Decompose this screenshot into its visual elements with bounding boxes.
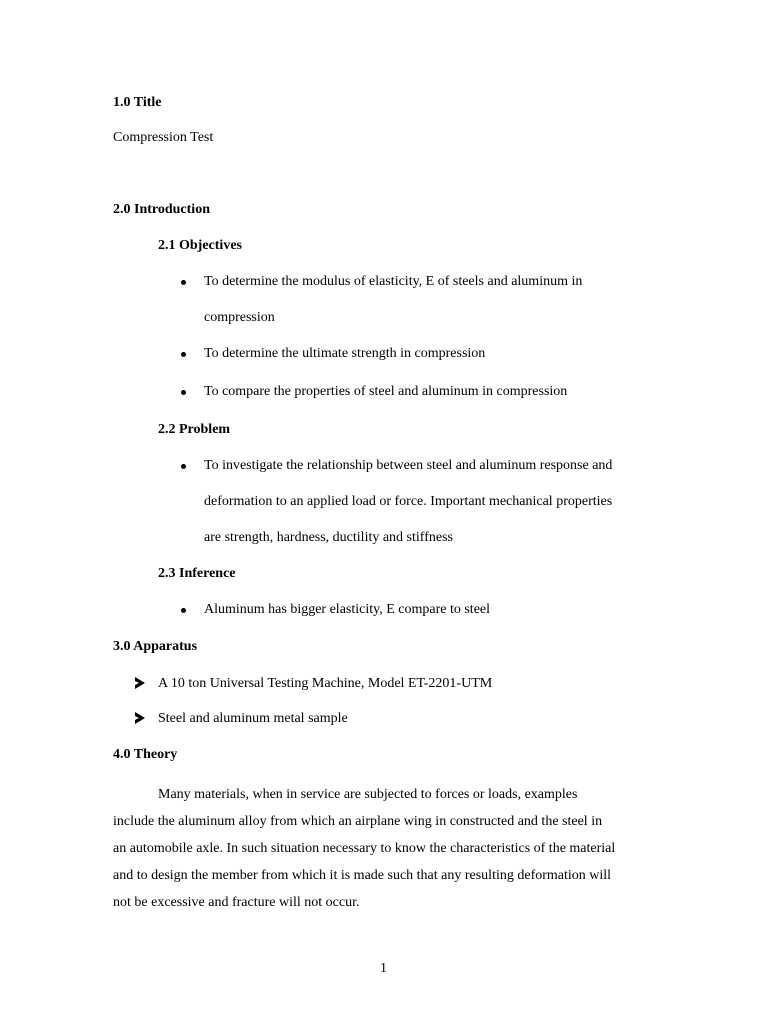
- bullet-icon: [181, 390, 186, 395]
- document-title: Compression Test: [113, 130, 214, 145]
- problem-item-1-line-1: To investigate the relationship between steel and aluminum response and: [204, 458, 613, 473]
- bullet-icon: [181, 464, 186, 469]
- apparatus-item-1: A 10 ton Universal Testing Machine, Model ET-2201-UTM: [158, 676, 493, 691]
- objective-item-2: To determine the ultimate strength in compression: [204, 346, 486, 361]
- bullet-icon: [181, 352, 186, 357]
- objective-item-3: To compare the properties of steel and aluminum in compression: [204, 384, 568, 399]
- problem-item-1-line-2: deformation to an applied load or force. Important mechanical properties: [204, 494, 613, 509]
- inference-item-1: Aluminum has bigger elasticity, E compare to steel: [204, 602, 491, 617]
- theory-line-2: include the aluminum alloy from which an airplane wing in constructed and the steel in: [113, 814, 603, 829]
- bullet-icon: [181, 608, 186, 613]
- arrow-bullet-icon: [135, 677, 145, 689]
- section-heading-apparatus: 3.0 Apparatus: [113, 639, 198, 654]
- bullet-icon: [181, 280, 186, 285]
- theory-line-5: not be excessive and fracture will not occur.: [113, 895, 360, 910]
- objective-item-1-line-2: compression: [204, 310, 275, 325]
- theory-paragraph: [113, 781, 643, 916]
- section-heading-title: 1.0 Title: [113, 95, 162, 110]
- section-heading-introduction: 2.0 Introduction: [113, 202, 210, 217]
- theory-line-3: an automobile axle. In such situation necessary to know the characteristics of the material: [113, 841, 616, 856]
- theory-line-4: and to design the member from which it is made such that any resulting deformation will: [113, 868, 612, 883]
- subsection-heading-problem: 2.2 Problem: [158, 422, 231, 437]
- subsection-heading-inference: 2.3 Inference: [158, 566, 236, 581]
- arrow-bullet-icon: [135, 712, 145, 724]
- page-number: 1: [380, 961, 387, 976]
- apparatus-item-2: Steel and aluminum metal sample: [158, 711, 348, 726]
- theory-line-1: Many materials, when in service are subjected to forces or loads, examples: [158, 787, 578, 802]
- subsection-heading-objectives: 2.1 Objectives: [158, 238, 242, 253]
- section-heading-theory: 4.0 Theory: [113, 747, 178, 762]
- problem-item-1-line-3: are strength, hardness, ductility and stiffness: [204, 530, 453, 545]
- objective-item-1-line-1: To determine the modulus of elasticity, E of steels and aluminum in: [204, 274, 583, 289]
